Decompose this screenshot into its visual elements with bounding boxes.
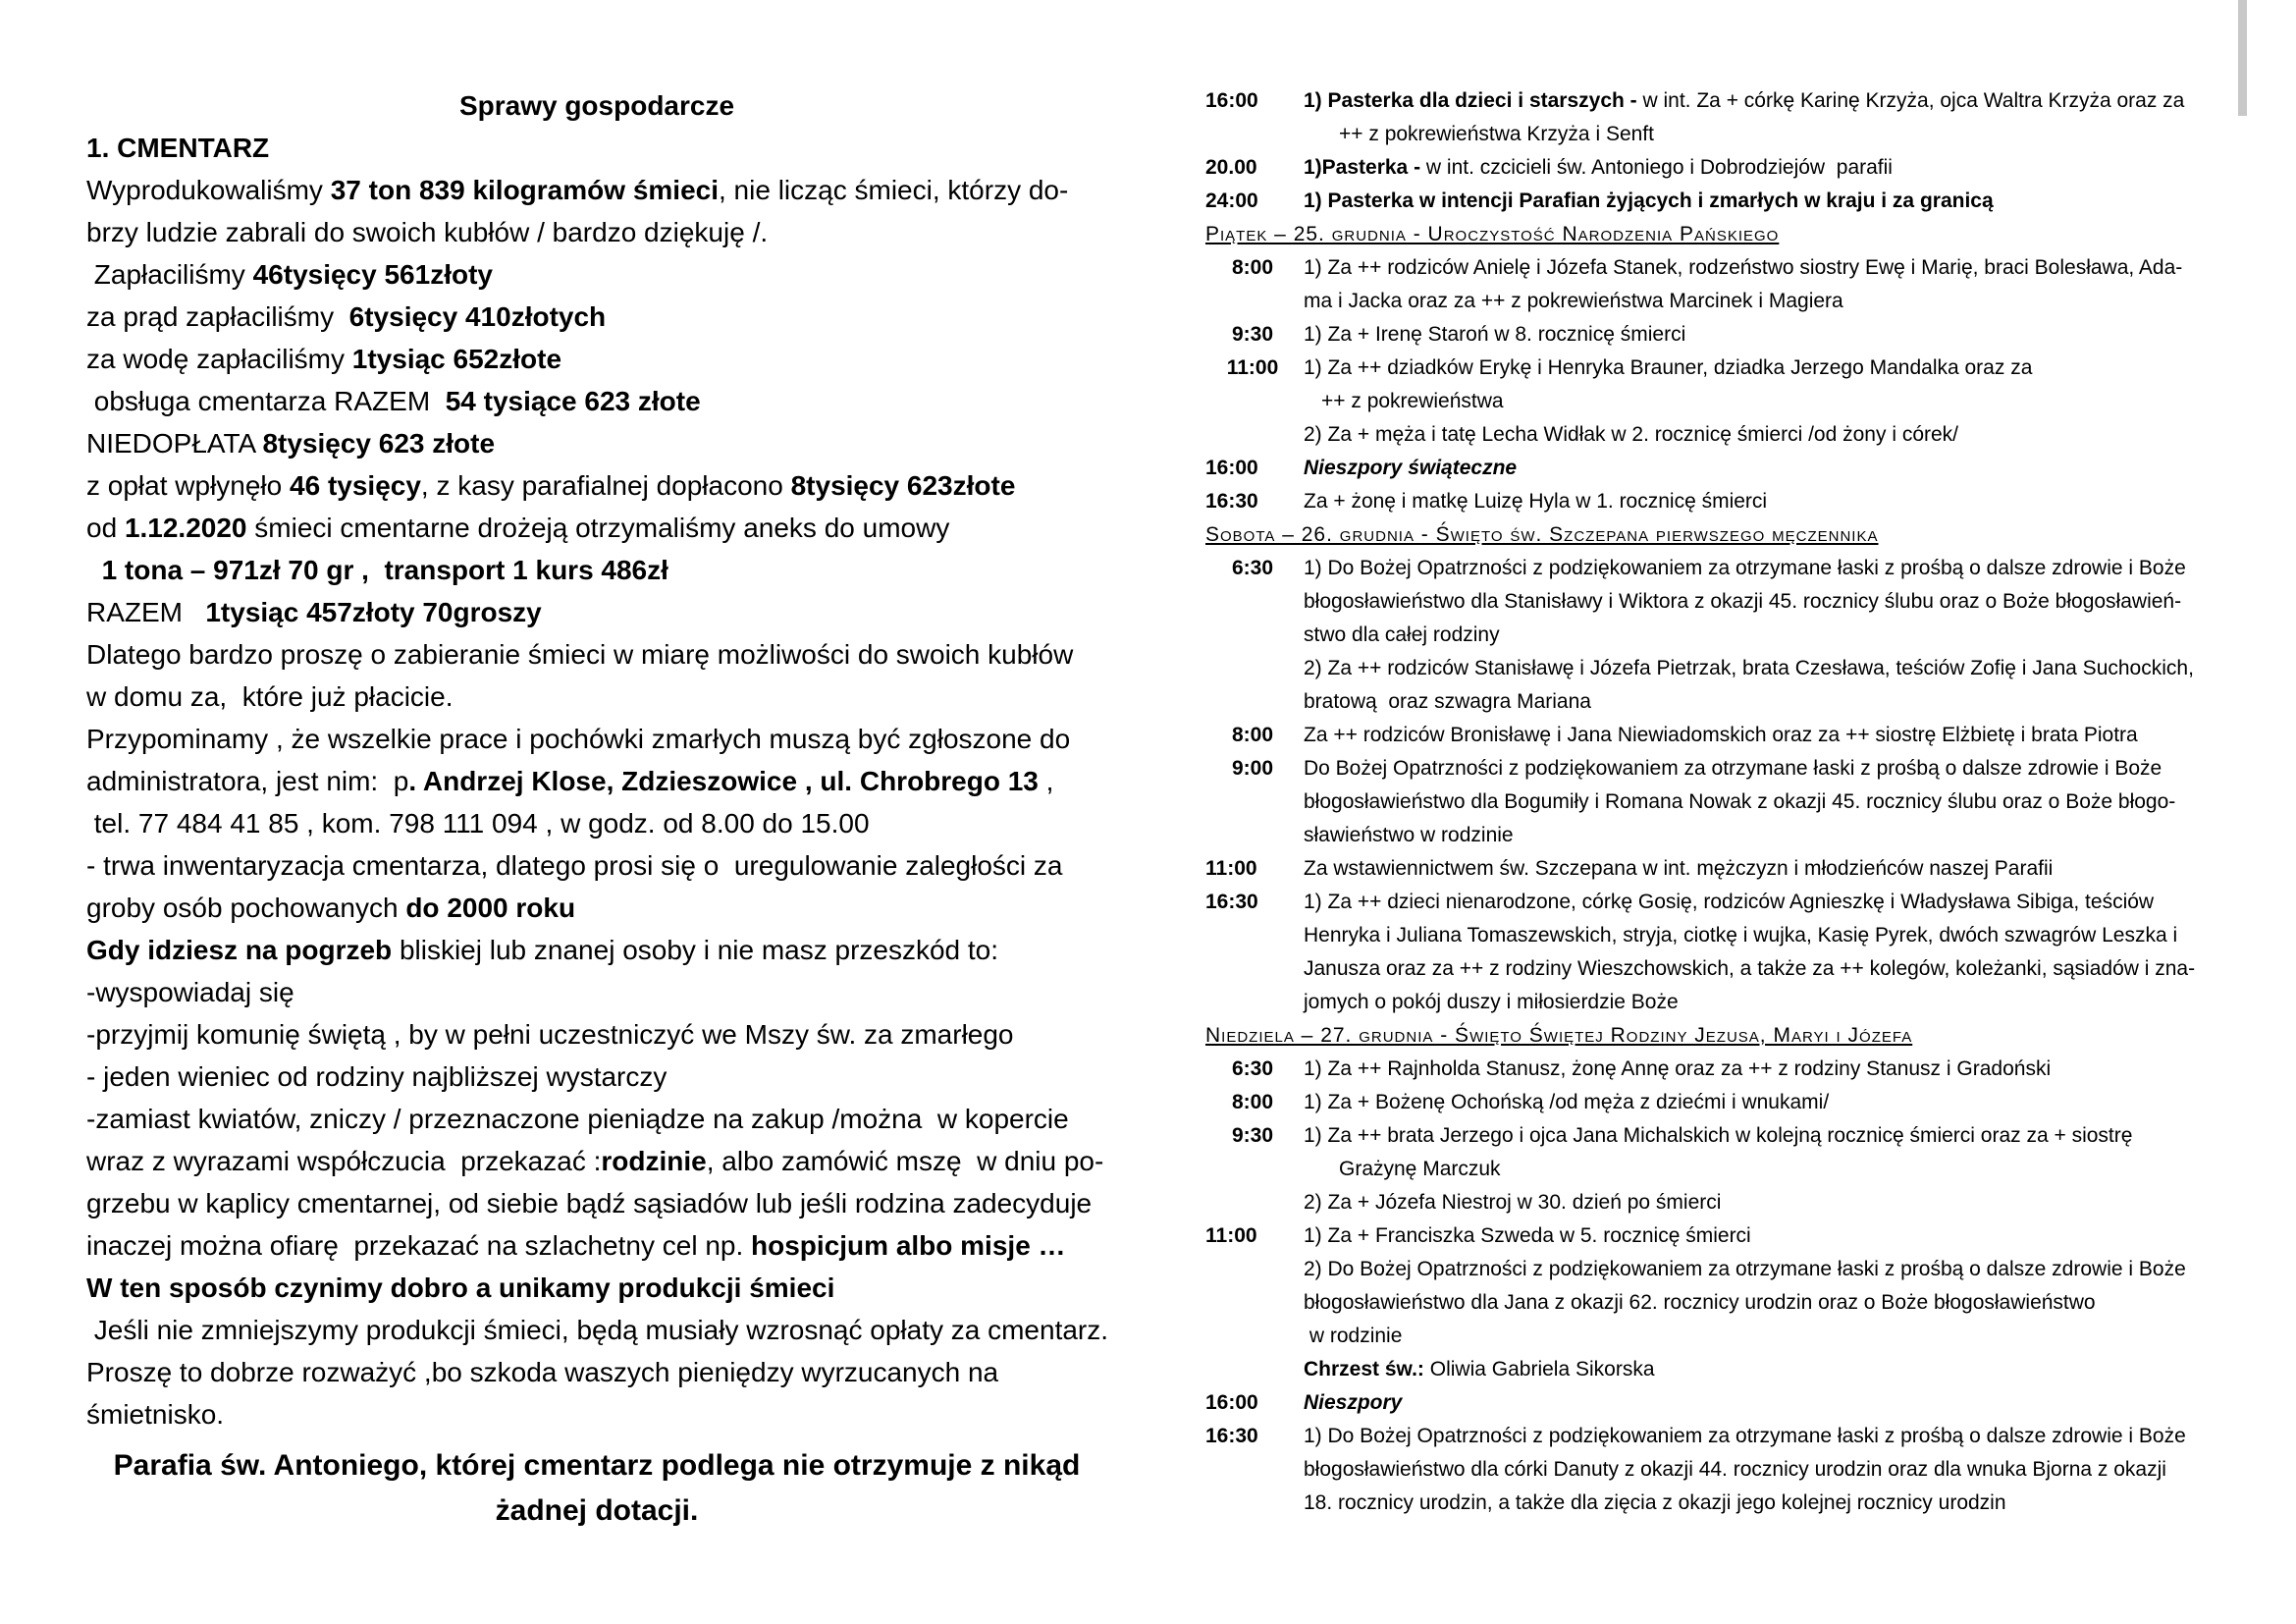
mass-time: 11:00 bbox=[1205, 1224, 1257, 1247]
text: za prąd zapłaciliśmy bbox=[86, 301, 349, 332]
text-bold: rodzinie bbox=[601, 1146, 707, 1176]
text: ma i Jacka oraz za ++ z pokrewieństwa Marcinek i Magiera bbox=[1304, 290, 1843, 312]
paragraph bbox=[86, 422, 1117, 464]
mass-intention bbox=[1304, 452, 2238, 485]
mass-intention bbox=[1304, 1053, 2238, 1086]
text: w int. czcicieli św. Antoniego i Dobrodziejów parafii bbox=[1420, 156, 1893, 179]
day-heading: Niedziela – 27. grudnia - Święto Świętej Rodziny Jezusa, Maryi i Józefa bbox=[1205, 1024, 1913, 1047]
mass-entry bbox=[1205, 1053, 2238, 1086]
text: w rodzinie bbox=[1304, 1325, 1403, 1347]
text: od bbox=[86, 513, 125, 543]
mass-intention bbox=[1304, 185, 2238, 218]
mass-time: 8:00 bbox=[1231, 256, 1274, 279]
paragraph bbox=[86, 464, 1117, 507]
mass-entry bbox=[1205, 1420, 2238, 1520]
text: 1) Do Bożej Opatrzności z podziękowaniem za otrzymane łaski z prośbą o dalsze zdrowie i Boże bbox=[1304, 1425, 2186, 1447]
text: administratora, jest nim: p bbox=[86, 766, 409, 796]
text: groby osób pochowanych bbox=[86, 893, 406, 923]
mass-intention bbox=[1304, 1086, 2238, 1119]
mass-entry bbox=[1205, 151, 2238, 185]
mass-intention bbox=[1304, 1420, 2238, 1520]
paragraph bbox=[86, 887, 1117, 929]
text: 1) Za ++ brata Jerzego i ojca Jana Michalskich w kolejną rocznicę śmierci oraz za + siostrę bbox=[1304, 1124, 2133, 1147]
text: 1) Za + Irenę Staroń w 8. rocznicę śmierci bbox=[1304, 323, 1686, 346]
mass-entry bbox=[1205, 185, 2238, 218]
text: sławieństwo w rodzinie bbox=[1304, 824, 1514, 846]
text: jomych o pokój duszy i miłosierdzie Boże bbox=[1304, 991, 1679, 1013]
text: 2) Za ++ rodziców Stanisławę i Józefa Pietrzak, brata Czesława, teściów Zofię i Jana Suchockich, bbox=[1304, 657, 2194, 679]
mass-time: 6:30 bbox=[1231, 557, 1274, 579]
paragraph: śmietnisko. bbox=[86, 1399, 225, 1430]
text: bratową oraz szwagra Mariana bbox=[1304, 690, 1591, 713]
text-bold: 1)Pasterka - bbox=[1304, 156, 1421, 179]
text: Henryka i Juliana Tomaszewskich, stryja, ciotkę i wujka, Kasię Pyrek, dwóch szwagrów Leszka i bbox=[1304, 924, 2178, 947]
text: , bbox=[1038, 766, 1054, 796]
text-bold: 8tysięcy 623złote bbox=[790, 470, 1016, 501]
paragraph: Jeśli nie zmniejszymy produkcji śmieci, będą musiały wzrosnąć opłaty za cmentarz. bbox=[86, 1315, 1109, 1345]
text-bold: 54 tysiące 623 złote bbox=[445, 386, 701, 416]
mass-time: 16:30 bbox=[1205, 891, 1258, 913]
text: 2) Do Bożej Opatrzności z podziękowaniem za otrzymane łaski z prośbą o dalsze zdrowie i Boże bbox=[1304, 1258, 2186, 1280]
text: błogosławieństwo dla córki Danuty z okazji 44. rocznicy urodzin oraz dla wnuka Bjorna z okazji bbox=[1304, 1458, 2166, 1481]
mass-entry bbox=[1205, 552, 2238, 719]
mass-time: 9:30 bbox=[1231, 1124, 1274, 1147]
text: Grażynę Marczuk bbox=[1339, 1158, 1501, 1180]
text-bold: 1tysiąc 652złote bbox=[351, 344, 562, 374]
mass-entry bbox=[1205, 352, 2238, 452]
text: ++ z pokrewieństwa bbox=[1321, 390, 1504, 412]
mass-entry bbox=[1205, 752, 2238, 852]
paragraph bbox=[86, 507, 1117, 549]
paragraph bbox=[86, 253, 1117, 296]
mass-intention bbox=[1304, 84, 2238, 151]
section-heading: 1. CMENTARZ bbox=[86, 133, 270, 163]
paragraph: w domu za, które już płacicie. bbox=[86, 681, 454, 712]
text: z opłat wpłynęło bbox=[86, 470, 291, 501]
text-bold: 1.12.2020 bbox=[124, 513, 247, 543]
day-heading: Piątek – 25. grudnia - Uroczystość Narodzenia Pańskiego bbox=[1205, 223, 1780, 245]
text: ++ z pokrewieństwa Krzyża i Senft bbox=[1339, 123, 1654, 145]
text: błogosławieństwo dla Bogumiły i Romana Nowak z okazji 45. rocznicy ślubu oraz o Boże błogo- bbox=[1304, 790, 2176, 813]
mass-intention bbox=[1304, 318, 2238, 352]
mass-time: 11:00 bbox=[1226, 356, 1279, 379]
text: błogosławieństwo dla Stanisławy i Wiktora z okazji 45. rocznicy ślubu oraz o Boże błogosławień- bbox=[1304, 590, 2182, 613]
text-bold: 1tysiąc 457złoty 70groszy bbox=[205, 597, 542, 627]
text-bold: 46tysięcy 561złoty bbox=[252, 259, 493, 290]
paragraph: tel. 77 484 41 85 , kom. 798 111 094 , w godz. od 8.00 do 15.00 bbox=[86, 808, 870, 839]
mass-intention bbox=[1304, 886, 2238, 1019]
mass-entry bbox=[1205, 1219, 2238, 1386]
text: 1) Za + Bożenę Ochońską /od męża z dziećmi i wnukami/ bbox=[1304, 1091, 1830, 1113]
paragraph bbox=[86, 760, 1117, 802]
paragraph: Dlatego bardzo proszę o zabieranie śmieci w miarę możliwości do swoich kubłów bbox=[86, 639, 1074, 670]
mass-entry bbox=[1205, 852, 2238, 886]
text-bold: 6tysięcy 410złotych bbox=[348, 301, 607, 332]
text: obsługa cmentarza RAZEM bbox=[86, 386, 446, 416]
text: Parafia św. Antoniego, której cmentarz podlega nie otrzymuje z nikąd bbox=[113, 1449, 1081, 1482]
mass-time: 16:00 bbox=[1205, 1391, 1258, 1414]
mass-time: 6:30 bbox=[1231, 1057, 1274, 1080]
mass-entry bbox=[1205, 1119, 2238, 1219]
text: w int. Za + córkę Karinę Krzyża, ojca Waltra Krzyża oraz za bbox=[1636, 89, 2185, 112]
text: Zapłaciliśmy bbox=[86, 259, 253, 290]
text: błogosławieństwo dla Jana z okazji 62. rocznicy urodzin oraz o Boże błogosławieństwo bbox=[1304, 1291, 2096, 1314]
paragraph bbox=[86, 1267, 1117, 1309]
text-bold: 46 tysięcy bbox=[290, 470, 421, 501]
mass-intention bbox=[1304, 1386, 2238, 1420]
paragraph bbox=[86, 929, 1117, 971]
paragraph: brzy ludzie zabrali do swoich kubłów / bardzo dziękuję /. bbox=[86, 217, 769, 247]
scrollbar[interactable] bbox=[2238, 0, 2247, 116]
text: NIEDOPŁATA bbox=[86, 428, 263, 459]
text: bliskiej lub znanej osoby i nie masz przeszkód to: bbox=[392, 935, 999, 965]
mass-time: 16:30 bbox=[1205, 490, 1258, 513]
text-bold: 1 tona – 971zł 70 gr , transport 1 kurs 486zł bbox=[86, 555, 668, 585]
mass-entry bbox=[1205, 1386, 2238, 1420]
text-bold: hospicjum albo misje … bbox=[751, 1230, 1066, 1261]
mass-time: 20.00 bbox=[1205, 156, 1257, 179]
text: 1) Za ++ rodziców Anielę i Józefa Stanek, rodzeństwo siostry Ewę i Marię, braci Bolesława, Ada- bbox=[1304, 256, 2183, 279]
paragraph bbox=[86, 338, 1117, 380]
mass-intention bbox=[1304, 552, 2238, 719]
mass-entry bbox=[1205, 886, 2238, 1019]
text: żadnej dotacji. bbox=[495, 1494, 699, 1527]
text: Do Bożej Opatrzności z podziękowaniem za otrzymane łaski z prośbą o dalsze zdrowie i Boże bbox=[1304, 757, 2163, 780]
text: RAZEM bbox=[86, 597, 206, 627]
paragraph: -wyspowiadaj się bbox=[86, 977, 294, 1007]
paragraph: - jeden wieniec od rodziny najbliższej wystarczy bbox=[86, 1061, 667, 1092]
paragraph: Przypominamy , że wszelkie prace i pochówki zmarłych muszą być zgłoszone do bbox=[86, 724, 1071, 754]
day-heading: Sobota – 26. grudnia - Święto św. Szczepana pierwszego męczennika bbox=[1205, 523, 1879, 546]
mass-time: 8:00 bbox=[1231, 724, 1274, 746]
paragraph bbox=[86, 169, 1117, 211]
mass-time: 8:00 bbox=[1231, 1091, 1274, 1113]
paragraph bbox=[86, 549, 1117, 591]
text: śmieci cmentarne drożeją otrzymaliśmy aneks do umowy bbox=[246, 513, 950, 543]
closing-statement bbox=[86, 1443, 1107, 1534]
left-column bbox=[86, 84, 1117, 1534]
text-bold: Gdy idziesz na pogrzeb bbox=[86, 935, 393, 965]
mass-entry bbox=[1205, 485, 2238, 518]
text: 2) Za + Józefa Niestroj w 30. dzień po śmierci bbox=[1304, 1191, 1722, 1214]
text-bold: 1) Pasterka dla dzieci i starszych - bbox=[1304, 89, 1637, 112]
paragraph: - trwa inwentaryzacja cmentarza, dlatego prosi się o uregulowanie zaległości za bbox=[86, 850, 1063, 881]
text: 1) Do Bożej Opatrzności z podziękowaniem za otrzymane łaski z prośbą o dalsze zdrowie i Boże bbox=[1304, 557, 2186, 579]
text: Nieszpory bbox=[1304, 1391, 1403, 1414]
paragraph bbox=[86, 591, 1117, 633]
mass-intention bbox=[1304, 719, 2238, 752]
mass-entry bbox=[1205, 251, 2238, 318]
text: Janusza oraz za ++ z rodziny Wieszchowskich, a także za ++ kolegów, koleżanki, sąsiadów i zna- bbox=[1304, 957, 2196, 980]
text: , nie licząc śmieci, którzy do- bbox=[719, 175, 1069, 205]
text: 18. rocznicy urodzin, a także dla zięcia z okazji jego kolejnej rocznicy urodzin bbox=[1304, 1491, 2006, 1514]
paragraph: -przyjmij komunię świętą , by w pełni uczestniczyć we Mszy św. za zmarłego bbox=[86, 1019, 1014, 1050]
mass-time: 9:00 bbox=[1231, 757, 1274, 780]
mass-intention bbox=[1304, 852, 2238, 886]
text: Za + żonę i matkę Luizę Hyla w 1. rocznicę śmierci bbox=[1304, 490, 1768, 513]
mass-intention bbox=[1304, 1219, 2238, 1386]
mass-entry bbox=[1205, 318, 2238, 352]
mass-intention bbox=[1304, 151, 2238, 185]
text: , albo zamówić mszę w dniu po- bbox=[706, 1146, 1104, 1176]
text-bold: 8tysięcy 623 złote bbox=[262, 428, 496, 459]
text: inaczej można ofiarę przekazać na szlachetny cel np. bbox=[86, 1230, 752, 1261]
text-bold: do 2000 roku bbox=[405, 893, 576, 923]
mass-entry bbox=[1205, 719, 2238, 752]
mass-time: 16:30 bbox=[1205, 1425, 1258, 1447]
mass-time: 16:00 bbox=[1205, 457, 1258, 479]
text: stwo dla całej rodziny bbox=[1304, 623, 1500, 646]
text: 1) Za + Franciszka Szweda w 5. rocznicę śmierci bbox=[1304, 1224, 1751, 1247]
text-bold: . Andrzej Klose, Zdzieszowice , ul. Chrobrego 13 bbox=[408, 766, 1039, 796]
text: Za ++ rodziców Bronisławę i Jana Niewiadomskich oraz za ++ siostrę Elżbietę i brata Piotra bbox=[1304, 724, 2138, 746]
mass-entry bbox=[1205, 84, 2238, 151]
text: 1) Za ++ dziadków Erykę i Henryka Brauner, dziadka Jerzego Mandalka oraz za bbox=[1304, 356, 2033, 379]
mass-time: 16:00 bbox=[1205, 89, 1258, 112]
mass-time: 11:00 bbox=[1205, 857, 1257, 880]
text: , z kasy parafialnej dopłacono bbox=[420, 470, 791, 501]
mass-intention bbox=[1304, 752, 2238, 852]
mass-time: 24:00 bbox=[1205, 189, 1258, 212]
paragraph bbox=[86, 380, 1117, 422]
text: za wodę zapłaciliśmy bbox=[86, 344, 352, 374]
text: wraz z wyrazami współczucia przekazać : bbox=[86, 1146, 602, 1176]
mass-entry bbox=[1205, 1086, 2238, 1119]
text-bold: 37 ton 839 kilogramów śmieci bbox=[330, 175, 719, 205]
text: 1) Za ++ dzieci nienarodzone, córkę Gosię, rodziców Agnieszkę i Władysława Sibiga, teściów bbox=[1304, 891, 2155, 913]
mass-intention bbox=[1304, 251, 2238, 318]
page-title: Sprawy gospodarcze bbox=[458, 90, 735, 121]
paragraph: -zamiast kwiatów, zniczy / przeznaczone pieniądze na zakup /można w kopercie bbox=[86, 1104, 1069, 1134]
mass-entry bbox=[1205, 452, 2238, 485]
paragraph: Proszę to dobrze rozważyć ,bo szkoda waszych pieniędzy wyrzucanych na bbox=[86, 1357, 999, 1387]
text: Wyprodukowaliśmy bbox=[86, 175, 331, 205]
text-bold: W ten sposób czynimy dobro a unikamy produkcji śmieci bbox=[86, 1272, 835, 1303]
text: 1) Za ++ Rajnholda Stanusz, żonę Annę oraz za ++ z rodziny Stanusz i Gradoński bbox=[1304, 1057, 2052, 1080]
paragraph bbox=[86, 1224, 1117, 1267]
text: 2) Za + męża i tatę Lecha Widłak w 2. rocznicę śmierci /od żony i córek/ bbox=[1304, 423, 1959, 446]
mass-intention bbox=[1304, 485, 2238, 518]
mass-intention bbox=[1304, 352, 2238, 452]
text: Za wstawiennictwem św. Szczepana w int. mężczyzn i młodzieńców naszej Parafii bbox=[1304, 857, 2054, 880]
mass-schedule bbox=[1205, 84, 2238, 1520]
paragraph bbox=[86, 296, 1117, 338]
paragraph: grzebu w kaplicy cmentarnej, od siebie bądź sąsiadów lub jeśli rodzina zadecyduje bbox=[86, 1188, 1093, 1218]
mass-time: 9:30 bbox=[1231, 323, 1274, 346]
text: Nieszpory świąteczne bbox=[1304, 457, 1518, 479]
text-bold: 1) Pasterka w intencji Parafian żyjących i zmarłych w kraju i za granicą bbox=[1304, 189, 1994, 212]
text: Oliwia Gabriela Sikorska bbox=[1423, 1358, 1655, 1380]
mass-intention bbox=[1304, 1119, 2238, 1219]
paragraph bbox=[86, 1140, 1117, 1182]
text-bold: Chrzest św.: bbox=[1304, 1358, 1424, 1380]
